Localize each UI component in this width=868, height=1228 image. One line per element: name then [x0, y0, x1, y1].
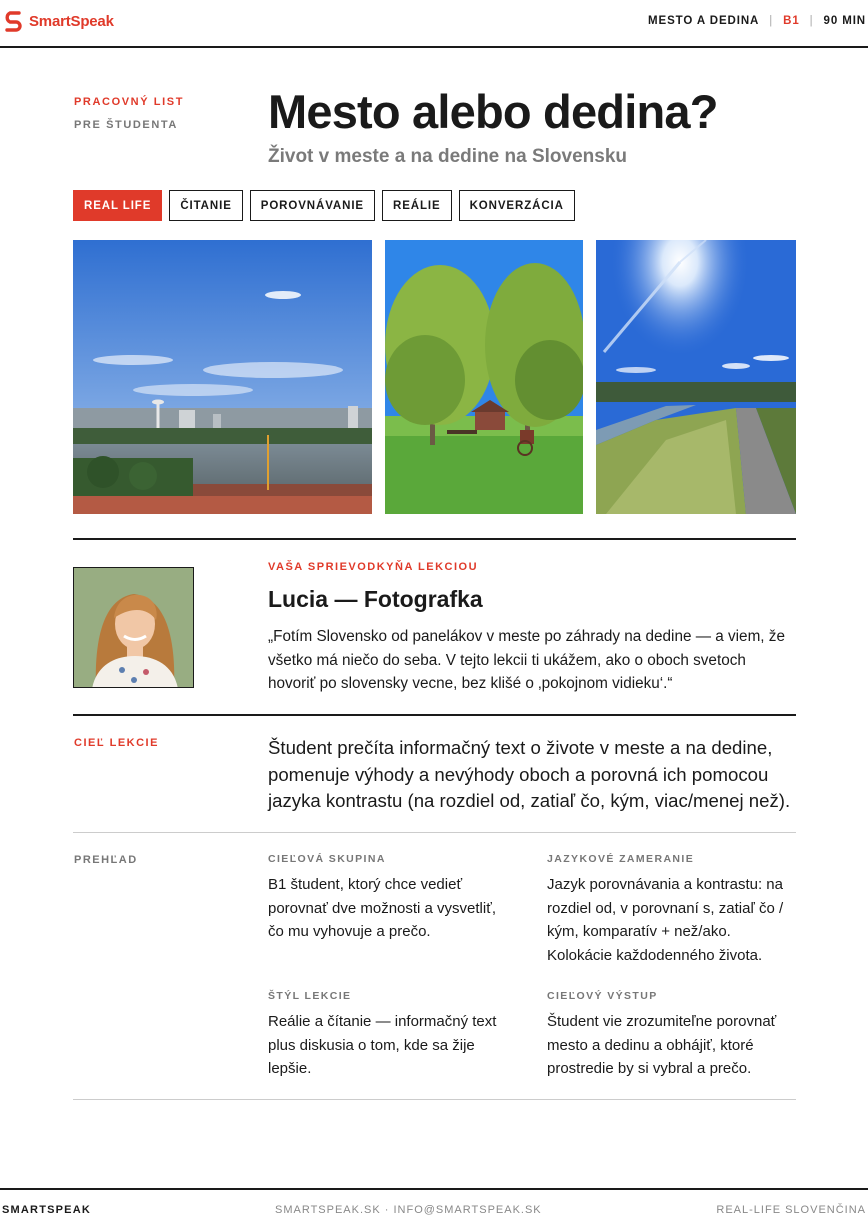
goal-label: CIEĽ LEKCIE: [74, 737, 159, 749]
worksheet-label: PRACOVNÝ LIST: [74, 96, 185, 108]
tag-porovnavanie[interactable]: POROVNÁVANIE: [250, 190, 375, 221]
overview-item-heading: ŠTÝL LEKCIE: [268, 990, 352, 1002]
overview-item-target-group: [268, 853, 508, 944]
section-divider: [73, 1099, 796, 1100]
overview-item-language-focus: [547, 853, 787, 967]
overview-item-body: Reálie a čítanie — informačný text plus diskusia o tom, kde sa žije lepšie.: [268, 1013, 497, 1077]
lesson-level: B1: [783, 15, 800, 27]
tag-citanie[interactable]: ČITANIE: [169, 190, 242, 221]
tag-list: [73, 190, 575, 221]
overview-item-heading: CIEĽOVÝ VÝSTUP: [547, 990, 658, 1002]
meta-separator: |: [809, 15, 814, 27]
top-bar: [0, 0, 868, 48]
footer-contact-link[interactable]: SMARTSPEAK.SK · INFO@SMARTSPEAK.SK: [275, 1204, 542, 1216]
brand-logo[interactable]: [2, 9, 114, 33]
tag-real-life[interactable]: REAL LIFE: [73, 190, 162, 221]
section-divider: [73, 832, 796, 833]
page-title: Mesto alebo dedina?: [268, 85, 718, 138]
overview-item-lesson-style: [268, 990, 508, 1081]
overview-item-body: Študent vie zrozumiteľne porovnať mesto a dedinu a obhájiť, ktoré prostredie by si vybral a prečo.: [547, 1013, 777, 1077]
guide-avatar: [73, 567, 194, 688]
guide-name: Lucia — Fotografka: [268, 586, 483, 612]
goal-text: Študent prečíta informačný text o živote v meste a na dedine, pomenuje výhody a nevýhody oboch a porovná ich pomocou jazyka kontrastu (na rozdiel od, zatiaľ čo, kým, viac/menej než).: [268, 737, 791, 811]
section-divider: [73, 714, 796, 716]
page-subtitle: Život v meste a na dedine na Slovensku: [268, 146, 628, 167]
guide-label: VAŠA SPRIEVODKYŇA LEKCIOU: [268, 561, 479, 573]
footer-brand: SMARTSPEAK: [2, 1204, 92, 1216]
section-divider: [73, 538, 796, 540]
smartspeak-logo-icon: [2, 9, 24, 33]
countryside-river-photo: [596, 240, 796, 514]
audience-label: PRE ŠTUDENTA: [74, 119, 178, 131]
brand-name: SmartSpeak: [29, 12, 114, 30]
meta-separator: |: [769, 15, 774, 27]
overview-item-heading: CIEĽOVÁ SKUPINA: [268, 853, 386, 865]
city-river-photo: [73, 240, 372, 514]
guide-quote: „Fotím Slovensko od panelákov v meste po záhrady na dedine — a viem, že všetko má niečo do seba. V tejto lekcii ti ukážem, ako o oboch svetoch hovoriť po slovensky vecne, bez klišé o ‚pokojnom vidieku‘.“: [268, 628, 785, 692]
overview-item-heading: JAZYKOVÉ ZAMERANIE: [547, 853, 695, 865]
overview-item-body: B1 študent, ktorý chce vedieť porovnať dve možnosti a vysvetliť, čo mu vyhovuje a prečo.: [268, 876, 497, 940]
overview-item-body: Jazyk porovnávania a kontrastu: na rozdiel od, v porovnaní s, zatiaľ čo / kým, komparatív + než/ako. Kolokácie každodenného života.: [547, 876, 784, 964]
lesson-meta: [648, 15, 866, 27]
page-footer: [0, 1188, 868, 1228]
overview-item-target-output: [547, 990, 787, 1081]
overview-label: PREHĽAD: [74, 854, 138, 866]
village-garden-photo: [385, 240, 583, 514]
lesson-topic: MESTO A DEDINA: [648, 15, 760, 27]
tag-konverzacia[interactable]: KONVERZÁCIA: [459, 190, 575, 221]
lesson-duration: 90 MIN: [823, 15, 866, 27]
footer-tagline: REAL-LIFE SLOVENČINA: [716, 1204, 866, 1216]
tag-realie[interactable]: REÁLIE: [382, 190, 452, 221]
